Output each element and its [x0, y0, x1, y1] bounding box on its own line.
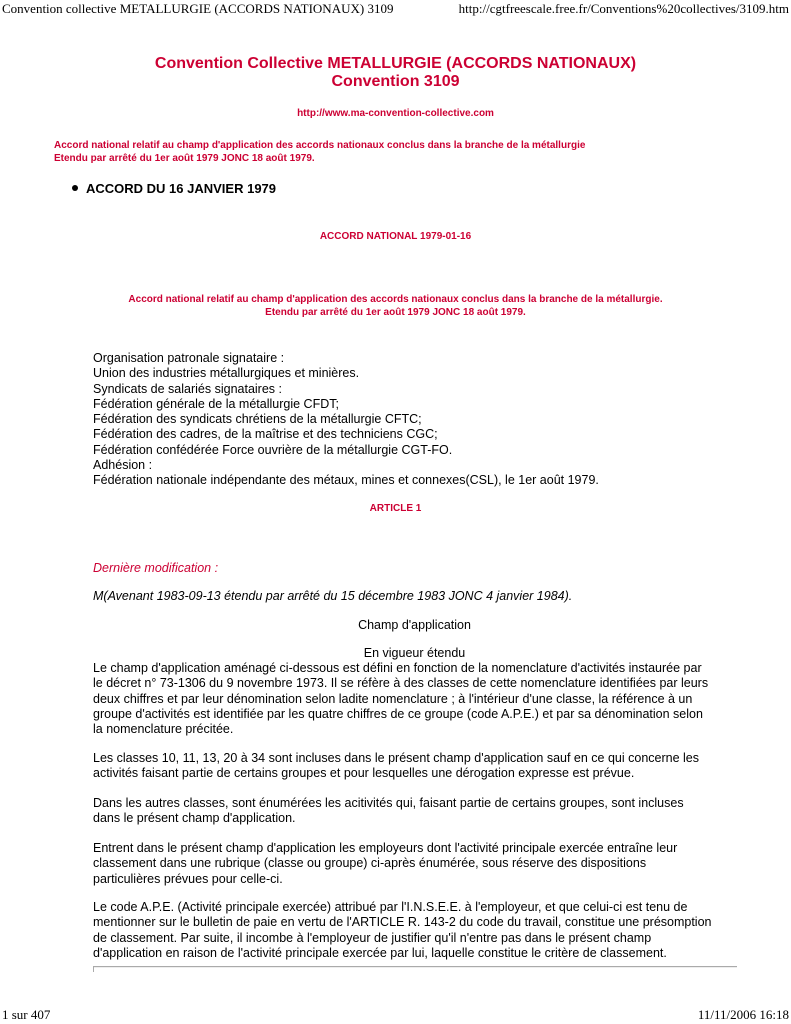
accord-national-heading: ACCORD NATIONAL 1979-01-16 — [319, 231, 472, 242]
last-modification-label: Dernière modification : — [93, 561, 219, 575]
paragraph-5 — [93, 900, 738, 961]
signatories-line: Fédération des syndicats chrétiens de la métallurgie CFTC; — [93, 412, 422, 427]
accord-intro-line-1: Accord national relatif au champ d'application des accords nationaux conclus dans la branche de la métallurgie. — [128, 294, 663, 305]
signatories-line: Fédération nationale indépendante des métaux, mines et connexes(CSL), le 1er août 1979. — [93, 473, 599, 488]
signatories-line: Union des industries métallurgiques et minières. — [93, 366, 360, 381]
paragraph-line: Le champ d'application aménagé ci-dessous est défini en fonction de la nomenclature d'activités instaurée par — [93, 661, 702, 675]
paragraph-line: particulières prévues pour celle-ci. — [93, 871, 283, 886]
section-title: Champ d'application — [358, 618, 471, 632]
accord-intro-block — [0, 293, 791, 319]
paragraph-line: groupe d'activités est identifiée par les quatre chiffres de ce groupe (code A.P.E.) et par sa dénomination selon — [93, 706, 703, 721]
print-footer-page: 1 sur 407 — [2, 1007, 51, 1022]
paragraph-line: dans le présent champ d'application. — [93, 811, 296, 826]
paragraph-line: deux chiffres et par leur dénomination selon ladite nomenclature ; à l'intérieur d'une classe, la référence à un — [93, 691, 693, 706]
page-title — [0, 55, 791, 91]
article-heading: ARTICLE 1 — [369, 503, 422, 514]
paragraph-3 — [93, 796, 738, 827]
accord-intro-line-2: Etendu par arrêté du 1er août 1979 JONC 18 août 1979. — [265, 307, 526, 318]
intro-line-2: Etendu par arrêté du 1er août 1979 JONC 18 août 1979. — [54, 153, 315, 164]
signatories-line: Adhésion : — [93, 458, 153, 473]
horizontal-rule-tick — [93, 966, 94, 972]
print-footer — [0, 1006, 791, 1024]
page-title-line-2: Convention 3109 — [331, 73, 460, 90]
page-title-line-1: Convention Collective METALLURGIE (ACCORDS NATIONAUX) — [154, 55, 637, 72]
intro-block — [54, 139, 585, 165]
signatories-line: Fédération des cadres, de la maîtrise et des techniciens CGC; — [93, 427, 438, 442]
horizontal-rule — [93, 966, 737, 968]
bullet-icon — [72, 185, 78, 191]
signatories-line: Syndicats de salariés signataires : — [93, 381, 282, 396]
signatories-line: Fédération générale de la métallurgie CFDT; — [93, 396, 339, 411]
paragraph-line: la nomenclature précitée. — [93, 722, 234, 737]
site-link[interactable]: http://www.ma-convention-collective.com — [297, 108, 494, 119]
signatories-line: Fédération confédérée Force ouvrière de la métallurgie CGT-FO. — [93, 442, 453, 457]
paragraph-line: mentionner sur le bulletin de paie en vertu de l'ARTICLE R. 143-2 du code du travail, constitue une présomption — [93, 915, 712, 930]
paragraph-line: d'application en raison de l'activité principale exercée par lui, laquelle constitue le critère de classement. — [93, 945, 667, 960]
paragraph-line: Les classes 10, 11, 13, 20 à 34 sont incluses dans le présent champ d'application sauf en ce qui concerne les — [93, 751, 700, 765]
paragraph-1 — [93, 661, 738, 737]
paragraph-line: de classement. Par suite, il incombe à l'employeur de justifier qu'il n'entre pas dans le présent champ — [93, 930, 652, 945]
paragraph-2 — [93, 751, 738, 782]
status-label: En vigueur étendu — [363, 646, 466, 660]
print-header — [0, 0, 791, 18]
accord-heading[interactable] — [72, 181, 276, 196]
paragraph-line: classement dans une rubrique (classe ou groupe) ci-après énumérée, sous réserve des dispositions — [93, 856, 647, 871]
modification-text: M(Avenant 1983-09-13 étendu par arrêté du 15 décembre 1983 JONC 4 janvier 1984). — [93, 589, 573, 603]
signatories-list — [93, 351, 599, 489]
paragraph-line: Le code A.P.E. (Activité principale exercée) attribué par l'I.N.S.E.E. à l'employeur, et que celui-ci est tenu de — [93, 900, 688, 914]
paragraph-line: Dans les autres classes, sont énumérées les acitivités qui, faisant partie de certains groupes, sont incluses — [93, 796, 684, 810]
signatories-line: Organisation patronale signataire : — [93, 351, 285, 365]
intro-line-1: Accord national relatif au champ d'application des accords nationaux conclus dans la branche de la métallurgie — [54, 140, 586, 151]
print-footer-date: 11/11/2006 16:18 — [697, 1007, 789, 1022]
paragraph-line: Entrent dans le présent champ d'application les employeurs dont l'activité principale exercée entraîne leur — [93, 841, 678, 855]
print-header-title: Convention collective METALLURGIE (ACCORDS NATIONAUX) 3109 — [2, 1, 394, 16]
paragraph-line: activités faisant partie de certains groupes et pour lesquelles une dérogation expresse est prévue. — [93, 766, 635, 781]
paragraph-line: le décret n° 73-1306 du 9 novembre 1973. Il se réfère à des classes de cette nomenclature identifiées par leurs — [93, 676, 709, 691]
paragraph-4 — [93, 841, 738, 887]
print-header-url: http://cgtfreescale.free.fr/Conventions%20collectives/3109.htm — [458, 1, 789, 16]
accord-heading-text: ACCORD DU 16 JANVIER 1979 — [86, 181, 277, 196]
